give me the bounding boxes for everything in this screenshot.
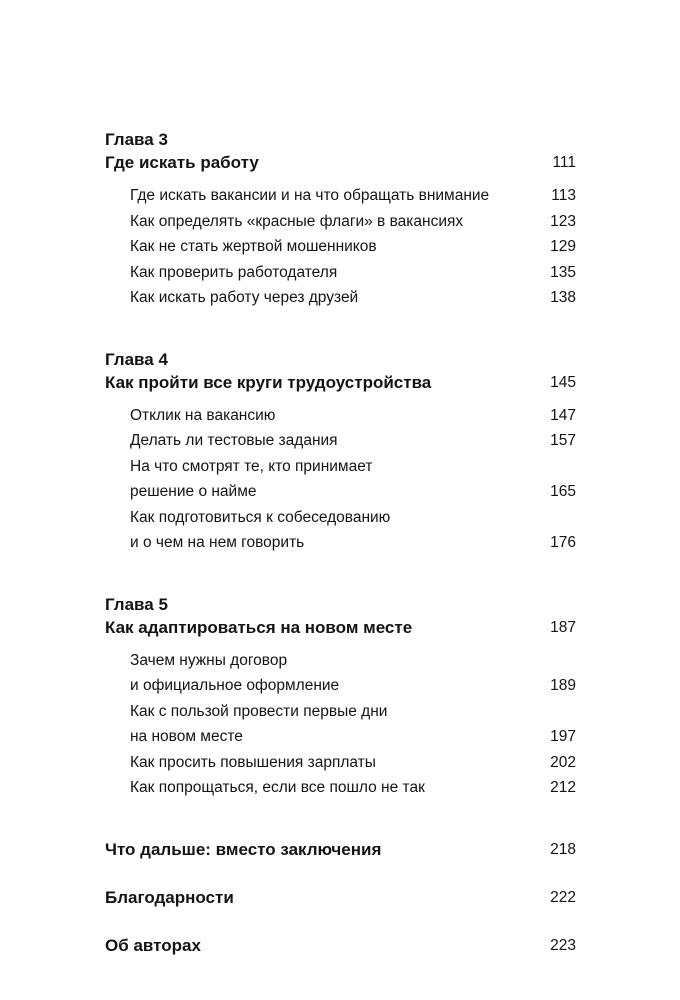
toc-entry (130, 428, 576, 454)
chapter-title-row (105, 616, 576, 639)
toc-entry-page-number: 197 (550, 728, 576, 745)
closing-entry (105, 934, 576, 957)
toc-entry-line: и официальное оформление (130, 677, 340, 694)
toc-entry-line: Как не стать жертвой мошенников (130, 238, 377, 255)
toc-section (105, 128, 576, 311)
toc-entry-line: Как просить повышения зарплаты (130, 753, 376, 771)
toc-entry-line: Где искать вакансии и на что обращать внимание (130, 187, 490, 204)
toc-entry-page-number: 202 (550, 753, 576, 771)
toc-entry-page-number: 138 (550, 289, 576, 306)
chapter-title: Где искать работу (105, 153, 259, 172)
toc-entries (105, 648, 576, 801)
chapter-label: Глава 4 (105, 349, 168, 369)
toc-section (105, 348, 576, 556)
toc-entry (130, 183, 576, 209)
chapter-page-number: 187 (550, 618, 576, 636)
toc-entry (130, 234, 576, 260)
toc-entry-page-number: 189 (550, 677, 576, 694)
toc-entry-page-number: 157 (550, 432, 576, 449)
toc-entry (130, 454, 576, 505)
toc-entries (105, 183, 576, 311)
toc-entry-line: Как определять «красные флаги» в вакансиях (130, 212, 464, 230)
closing-title: Благодарности (105, 887, 234, 907)
toc-entry (130, 699, 576, 750)
chapter-page-number: 111 (552, 154, 576, 171)
toc-entry-page-number: 165 (550, 483, 576, 500)
closing-entry (105, 886, 576, 909)
toc-entry-line: Как подготовиться к собеседованию (130, 508, 391, 526)
toc-entry-line: Отклик на вакансию (130, 406, 276, 424)
chapter-title-row (105, 371, 576, 394)
toc-entry (130, 209, 576, 235)
toc-entry-page-number: 135 (550, 263, 576, 281)
closing-page-number: 222 (550, 888, 576, 906)
toc-entry-line: Зачем нужны договор (130, 651, 288, 669)
toc-entry-line: на новом месте (130, 728, 243, 745)
chapter-title: Как адаптироваться на новом месте (105, 617, 413, 637)
closing-page-number: 223 (550, 936, 576, 954)
toc-entry-line: Делать ли тестовые задания (130, 432, 338, 449)
closing-title: Что дальше: вместо заключения (105, 839, 382, 859)
toc-entry (130, 750, 576, 776)
toc-entry-page-number: 113 (551, 187, 576, 204)
toc-entry-page-number: 129 (550, 238, 576, 255)
closing-page-number: 218 (550, 840, 576, 858)
toc-entry (130, 403, 576, 429)
chapter-page-number: 145 (550, 373, 576, 391)
toc-closing (105, 838, 576, 957)
toc-entry (130, 285, 576, 311)
toc-entry-line: Как искать работу через друзей (130, 289, 359, 306)
toc-entry-line: На что смотрят те, кто принимает (130, 457, 373, 475)
toc-entry (130, 648, 576, 699)
toc-entry (130, 260, 576, 286)
chapter-title: Как пройти все круги трудоустройства (105, 372, 432, 392)
toc-entry-line: и о чем на нем говорить (130, 534, 305, 551)
chapter-title-row (105, 151, 576, 174)
toc-entry-page-number: 212 (550, 779, 576, 796)
toc-entry-page-number: 123 (550, 212, 576, 230)
toc-entry (130, 505, 576, 556)
toc-entry-line: Как с пользой провести первые дни (130, 702, 388, 720)
closing-entry (105, 838, 576, 861)
toc-entry-line: Как проверить работодателя (130, 263, 338, 281)
toc-entry-line: Как попрощаться, если все пошло не так (130, 779, 425, 796)
toc-entry-page-number: 147 (550, 406, 576, 424)
toc-entries (105, 403, 576, 556)
chapter-label: Глава 3 (105, 130, 168, 149)
toc-entry-line: решение о найме (130, 483, 257, 500)
chapter-label: Глава 5 (105, 594, 168, 614)
toc-entry (130, 775, 576, 801)
toc-entry-page-number: 176 (550, 534, 576, 551)
toc-section (105, 593, 576, 801)
closing-title: Об авторах (105, 935, 201, 955)
